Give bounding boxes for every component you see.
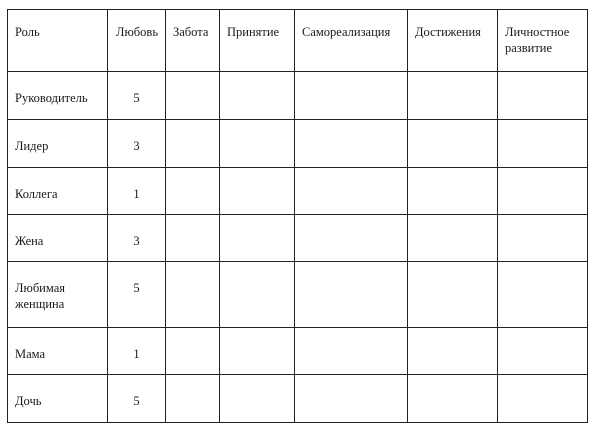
personal-growth-cell — [498, 328, 588, 375]
acceptance-cell — [220, 120, 295, 168]
table-row — [8, 120, 588, 168]
role-label: Дочь — [15, 394, 42, 408]
love-cell — [108, 72, 166, 120]
table-row — [8, 168, 588, 215]
header-label-achievements: Достижения — [415, 25, 481, 39]
self-realization-cell — [295, 375, 408, 423]
header-label-role: Роль — [15, 25, 40, 39]
care-cell — [166, 120, 220, 168]
love-value: 5 — [133, 281, 140, 295]
header-cell-role — [8, 10, 108, 72]
care-cell — [166, 328, 220, 375]
role-cell — [8, 375, 108, 423]
achievements-cell — [408, 168, 498, 215]
care-cell — [166, 215, 220, 262]
personal-growth-cell — [498, 262, 588, 328]
header-cell-achievements — [408, 10, 498, 72]
acceptance-cell — [220, 168, 295, 215]
role-cell — [8, 262, 108, 328]
love-cell — [108, 215, 166, 262]
love-cell — [108, 120, 166, 168]
header-cell-personal-growth — [498, 10, 588, 72]
header-cell-love — [108, 10, 166, 72]
self-realization-cell — [295, 262, 408, 328]
role-cell — [8, 120, 108, 168]
header-cell-care — [166, 10, 220, 72]
personal-growth-cell — [498, 375, 588, 423]
achievements-cell — [408, 120, 498, 168]
acceptance-cell — [220, 215, 295, 262]
header-label-care: Забота — [173, 25, 209, 39]
personal-growth-cell — [498, 215, 588, 262]
role-label: Лидер — [15, 139, 49, 153]
acceptance-cell — [220, 328, 295, 375]
header-cell-self-realization — [295, 10, 408, 72]
role-label: Любимая женщина — [15, 281, 65, 311]
love-value: 1 — [133, 187, 140, 201]
role-cell — [8, 72, 108, 120]
care-cell — [166, 375, 220, 423]
role-cell — [8, 168, 108, 215]
header-label-love: Любовь — [115, 25, 159, 39]
love-cell — [108, 328, 166, 375]
achievements-cell — [408, 262, 498, 328]
personal-growth-cell — [498, 72, 588, 120]
love-cell — [108, 375, 166, 423]
role-label: Жена — [15, 234, 44, 248]
roles-values-table — [7, 9, 588, 423]
achievements-cell — [408, 72, 498, 120]
header-label-self-realization: Самореализация — [302, 25, 391, 39]
header-cell-acceptance — [220, 10, 295, 72]
love-value: 3 — [133, 234, 140, 248]
care-cell — [166, 168, 220, 215]
love-cell — [108, 168, 166, 215]
role-cell — [8, 328, 108, 375]
self-realization-cell — [295, 215, 408, 262]
role-label: Коллега — [15, 187, 58, 201]
personal-growth-cell — [498, 168, 588, 215]
self-realization-cell — [295, 328, 408, 375]
achievements-cell — [408, 215, 498, 262]
self-realization-cell — [295, 72, 408, 120]
role-label: Мама — [15, 347, 46, 361]
acceptance-cell — [220, 262, 295, 328]
personal-growth-cell — [498, 120, 588, 168]
achievements-cell — [408, 328, 498, 375]
self-realization-cell — [295, 120, 408, 168]
love-value: 5 — [133, 91, 140, 105]
love-value: 5 — [133, 394, 140, 408]
role-cell — [8, 215, 108, 262]
role-label: Руководитель — [15, 91, 88, 105]
love-value: 3 — [133, 139, 140, 153]
header-row — [8, 10, 588, 72]
header-label-acceptance: Принятие — [227, 25, 280, 39]
care-cell — [166, 72, 220, 120]
table-row — [8, 375, 588, 423]
header-label-personal-growth: Личностное развитие — [505, 25, 570, 55]
love-value: 1 — [133, 347, 140, 361]
table-row — [8, 328, 588, 375]
achievements-cell — [408, 375, 498, 423]
love-cell — [108, 262, 166, 328]
table-row — [8, 262, 588, 328]
table-row — [8, 215, 588, 262]
acceptance-cell — [220, 375, 295, 423]
care-cell — [166, 262, 220, 328]
table-row — [8, 72, 588, 120]
acceptance-cell — [220, 72, 295, 120]
self-realization-cell — [295, 168, 408, 215]
